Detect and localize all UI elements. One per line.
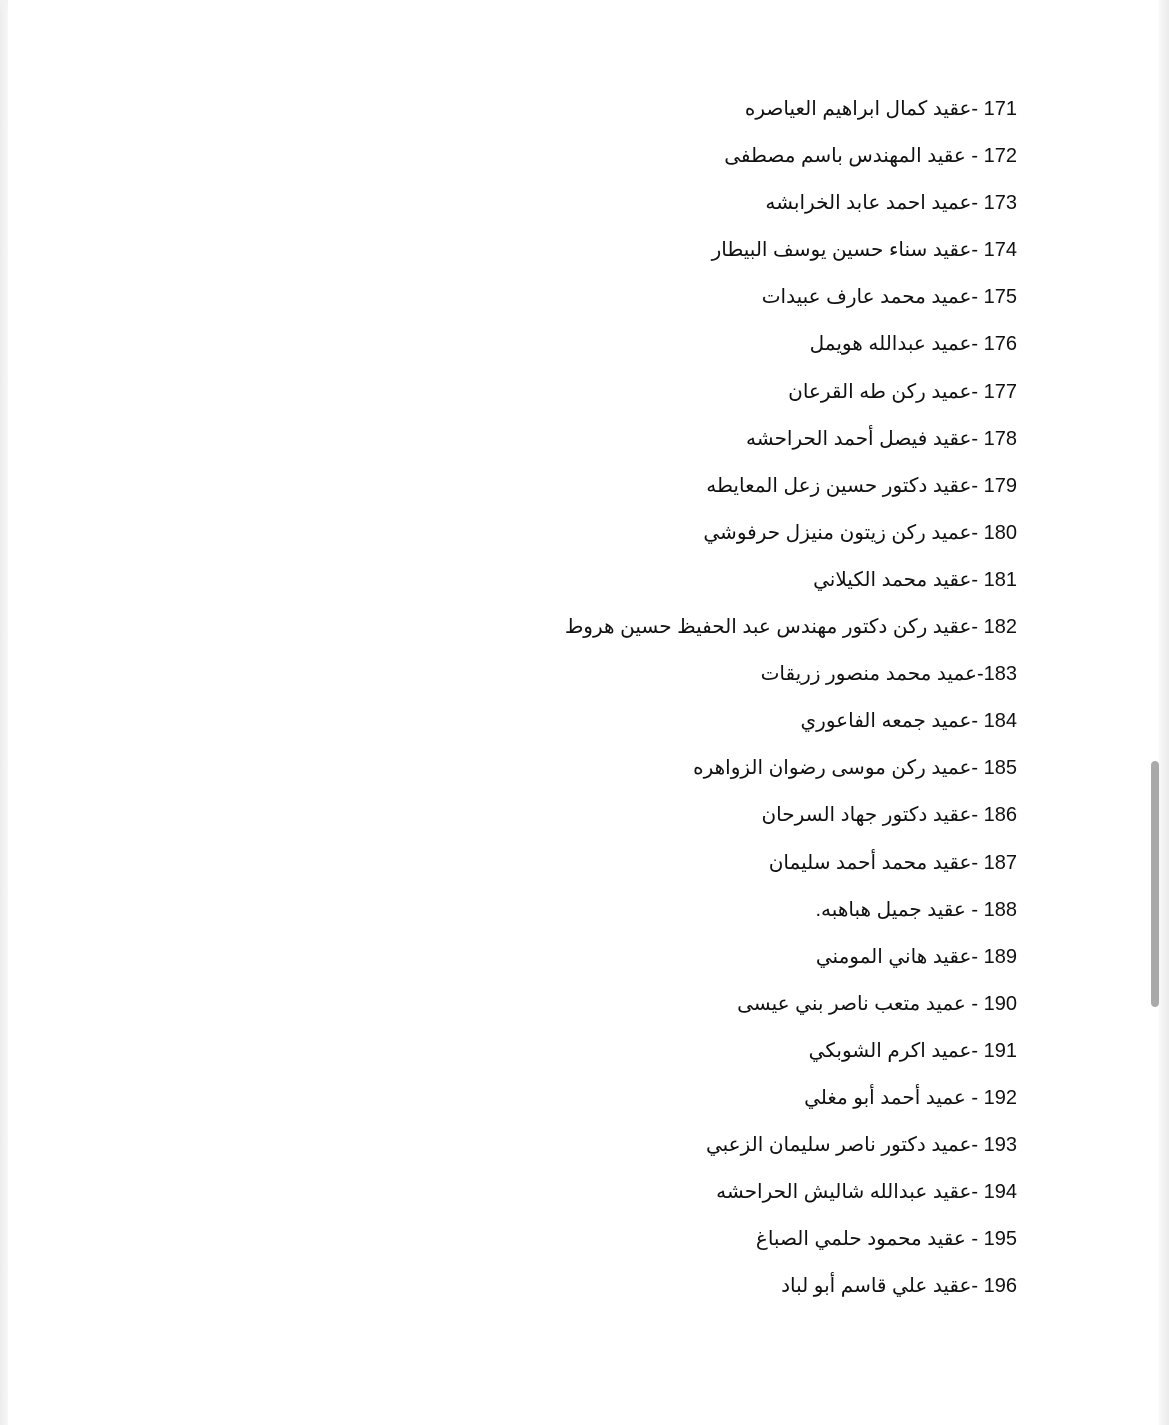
list-item: 176 -عميد عبدالله هويمل <box>809 333 1017 356</box>
list-item: 181 -عقيد محمد الكيلاني <box>813 568 1017 591</box>
list-item: 186 -عقيد دكتور جهاد السرحان <box>761 804 1017 827</box>
list-item: 182 -عقيد ركن دكتور مهندس عبد الحفيظ حسين هروط <box>564 616 1017 639</box>
list-item: 185 -عميد ركن موسى رضوان الزواهره <box>693 757 1017 780</box>
list-item: 175 -عميد محمد عارف عبيدات <box>761 286 1017 309</box>
list-item: 192 - عميد أحمد أبو مغلي <box>804 1086 1017 1109</box>
list-item: 173 -عميد احمد عابد الخرابشه <box>765 192 1017 215</box>
list-item: 187 -عقيد محمد أحمد سليمان <box>768 851 1017 874</box>
list-item: 196 -عقيد علي قاسم أبو لباد <box>781 1275 1017 1298</box>
list-item: 195 - عقيد محمود حلمي الصباغ <box>755 1228 1017 1251</box>
list-item: 174 -عقيد سناء حسين يوسف البيطار <box>711 239 1017 262</box>
list-item: 183-عميد محمد منصور زريقات <box>760 663 1017 686</box>
list-item: 190 - عميد متعب ناصر بني عيسى <box>737 992 1017 1015</box>
document-page <box>8 0 1159 1425</box>
viewer-left-edge <box>0 0 8 1425</box>
list-item: 189 -عقيد هاني المومني <box>815 945 1017 968</box>
scrollbar-thumb[interactable] <box>1151 761 1159 1007</box>
vertical-scrollbar[interactable] <box>1149 0 1163 1425</box>
list-item: 172 - عقيد المهندس باسم مصطفى <box>724 145 1017 168</box>
list-item: 171 -عقيد كمال ابراهيم العياصره <box>744 98 1017 120</box>
list-item: 194 -عقيد عبدالله شاليش الحراحشه <box>716 1181 1017 1204</box>
list-item: 179 -عقيد دكتور حسين زعل المعايطه <box>706 474 1017 497</box>
list-item: 191 -عميد اكرم الشوبكي <box>808 1039 1017 1062</box>
list-item: 184 -عميد جمعه الفاعوري <box>800 710 1017 733</box>
list-item: 178 -عقيد فيصل أحمد الحراحشه <box>746 427 1017 450</box>
list-item: 188 - عقيد جميل هباهبه. <box>815 898 1017 921</box>
list-item: 180 -عميد ركن زيتون منيزل حرفوشي <box>703 521 1017 544</box>
list-item: 193 -عميد دكتور ناصر سليمان الزعبي <box>705 1134 1017 1157</box>
names-list <box>565 86 1017 1310</box>
list-item: 177 -عميد ركن طه القرعان <box>788 380 1017 403</box>
